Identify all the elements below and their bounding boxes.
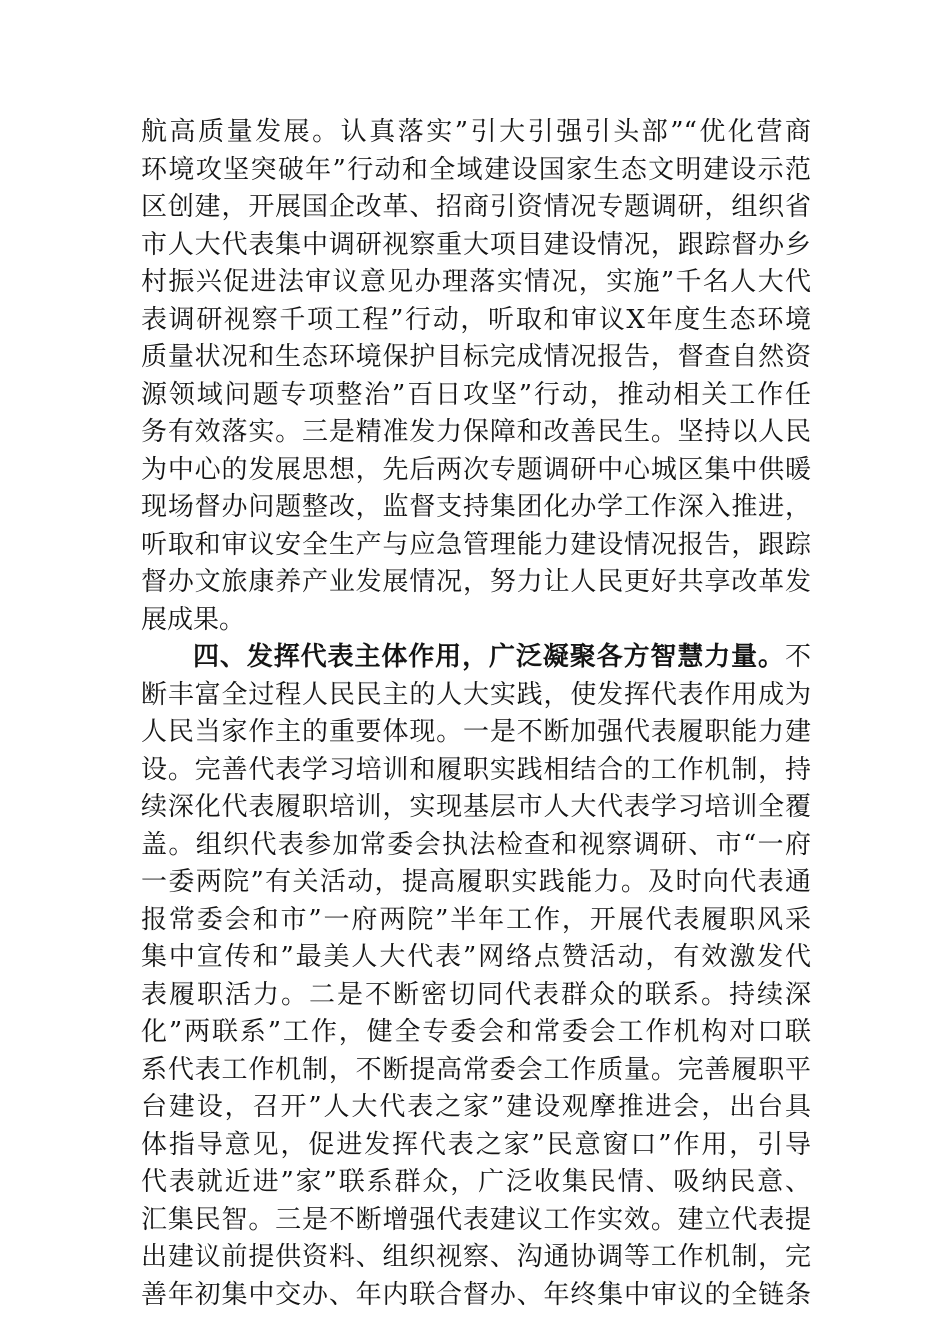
text-line: 展成果。 [141, 604, 246, 635]
text-line: 务有效落实。三是精准发力保障和改善民生。坚持以人民 [141, 417, 811, 447]
text-line: 集中宣传和”最美人大代表”网络点赞活动，有效激发代 [141, 942, 811, 972]
text-line: 人民当家作主的重要体现。一是不断加强代表履职能力建 [141, 717, 811, 747]
text-line: 市人大代表集中调研视察重大项目建设情况，跟踪督办乡 [141, 229, 811, 260]
text-line: 表调研视察千项工程”行动，听取和审议X年度生态环境 [141, 304, 811, 335]
section-heading-line [141, 639, 811, 677]
section-four [141, 639, 811, 1314]
text-line: 表履职活力。二是不断密切同代表群众的联系。持续深 [141, 979, 811, 1010]
text-line: 督办文旅康养产业发展情况，努力让人民更好共享改革发 [141, 567, 811, 597]
text-line: 一委两院”有关活动，提高履职实践能力。及时向代表通 [141, 867, 811, 897]
text-line: 盖。组织代表参加常委会执法检查和视察调研、市“一府 [141, 829, 811, 860]
text-line: 代表就近进”家”联系群众，广泛收集民情、吸纳民意、 [141, 1167, 811, 1197]
text-line: 出建议前提供资料、组织视察、沟通协调等工作机制，完 [141, 1242, 811, 1272]
text-line: 台建设，召开”人大代表之家”建设观摩推进会，出台具 [141, 1092, 811, 1122]
document-body [141, 114, 811, 1314]
text-line: 现场督办问题整改，监督支持集团化办学工作深入推进， [141, 492, 811, 522]
text-line: 善年初集中交办、年内联合督办、年终集中审议的全链条 [141, 1279, 811, 1310]
text-line: 质量状况和生态环境保护目标完成情况报告，督查自然资 [141, 342, 811, 372]
text-line: 续深化代表履职培训，实现基层市人大代表学习培训全覆 [141, 792, 811, 822]
text-line: 源领域问题专项整治”百日攻坚”行动，推动相关工作任 [141, 379, 811, 410]
text-line: 听取和审议安全生产与应急管理能力建设情况报告，跟踪 [141, 529, 811, 560]
text-line: 断丰富全过程人民民主的人大实践，使发挥代表作用成为 [141, 679, 811, 710]
section-heading: 四、发挥代表主体作用，广泛凝聚各方智慧力量。 [193, 642, 785, 672]
text-line: 化”两联系”工作，健全专委会和常委会工作机构对口联 [141, 1017, 811, 1047]
text-line: 汇集民智。三是不断增强代表建议工作实效。建立代表提 [141, 1204, 811, 1235]
text-line: 区创建，开展国企改革、招商引资情况专题调研，组织省 [141, 192, 811, 222]
text-line: 报常委会和市”一府两院”半年工作，开展代表履职风采 [141, 904, 811, 935]
text-line: 航高质量发展。认真落实”引大引强引头部”“优化营商 [141, 117, 811, 147]
text-line: 村振兴促进法审议意见办理落实情况，实施”千名人大代 [141, 267, 811, 297]
heading-tail-text: 不 [784, 642, 811, 672]
text-line: 系代表工作机制，不断提高常委会工作质量。完善履职平 [141, 1054, 811, 1085]
text-line: 体指导意见，促进发挥代表之家”民意窗口”作用，引导 [141, 1129, 811, 1160]
text-line: 设。完善代表学习培训和履职实践相结合的工作机制，持 [141, 754, 811, 785]
text-line: 环境攻坚突破年”行动和全域建设国家生态文明建设示范 [141, 154, 811, 185]
paragraph-one [141, 114, 811, 639]
text-line: 为中心的发展思想，先后两次专题调研中心城区集中供暖 [141, 454, 811, 485]
